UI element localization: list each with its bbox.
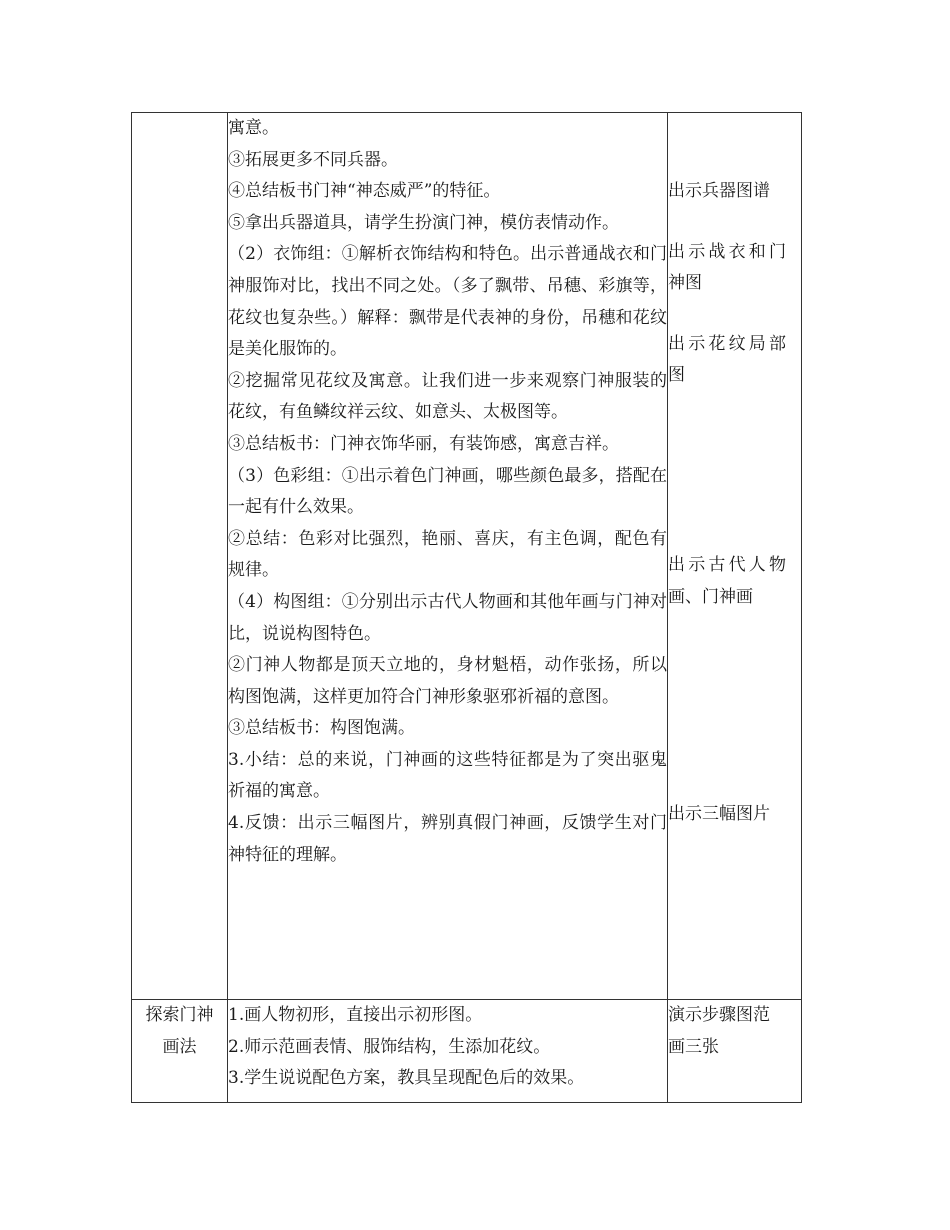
activity-paragraph: ⑤拿出兵器道具，请学生扮演门神，模仿表情动作。 (228, 212, 619, 233)
media-cell (668, 113, 802, 1000)
activity-paragraph: 2.师示范画表情、服饰结构，生添加花纹。 (228, 1036, 551, 1057)
activity-paragraph: （3）色彩组：①出示着色门神画，哪些颜色最多，搭配在一起有什么效果。 (228, 465, 667, 518)
activity-cell (228, 1000, 668, 1103)
table-row (132, 113, 802, 1000)
activity-paragraph: 寓意。 (228, 118, 279, 138)
stage-title-line: 探索门神 (145, 1005, 214, 1025)
activity-paragraph: ③总结板书：门神衣饰华丽，有装饰感，寓意吉祥。 (228, 433, 619, 454)
activity-paragraph: （2）衣饰组：①解析衣饰结构和特色。出示普通战衣和门神服饰对比，找出不同之处。（多了飘带、吊穗、彩旗等，花纹也复杂些。）解释：飘带是代表神的身份，吊穗和花纹是美化服饰的。 (228, 244, 667, 360)
activity-paragraph: 3.小结：总的来说，门神画的这些特征都是为了突出驱鬼祈福的寓意。 (228, 749, 667, 802)
table-row (132, 1000, 802, 1103)
activity-cell (228, 113, 668, 1000)
stage-cell-empty (132, 113, 228, 1000)
activity-paragraph: 4.反馈：出示三幅图片，辨别真假门神画，反馈学生对门神特征的理解。 (228, 813, 667, 865)
media-cell (668, 1000, 802, 1103)
activity-paragraph: ③总结板书：构图饱满。 (228, 718, 415, 739)
media-note: 出示兵器图谱 (668, 181, 770, 201)
stage-cell (132, 1000, 228, 1103)
activity-paragraph: ②门神人物都是顶天立地的，身材魁梧，动作张扬，所以构图饱满，这样更加符合门神形象驱邪祈福的意图。 (228, 655, 667, 707)
activity-paragraph: ③拓展更多不同兵器。 (228, 149, 398, 170)
stage-title-line: 画法 (162, 1036, 197, 1057)
media-note: 出示三幅图片 (668, 804, 770, 825)
activity-paragraph: ④总结板书门神“神态威严”的特征。 (228, 181, 501, 202)
activity-paragraph: ②挖掘常见花纹及寓意。让我们进一步来观察门神服装的花纹，有鱼鳞纹祥云纹、如意头、太极图等。 (228, 370, 667, 423)
lesson-plan-table (131, 112, 802, 1103)
media-note-line: 画三张 (668, 1036, 719, 1057)
activity-paragraph: 3.学生说说配色方案，教具呈现配色后的效果。 (228, 1068, 585, 1089)
activity-paragraph: 1.画人物初形，直接出示初形图。 (228, 1005, 483, 1025)
media-note: 出示花纹局部图 (668, 333, 786, 386)
media-note: 出示古代人物画、门神画 (668, 554, 786, 607)
media-note: 出示战衣和门神图 (668, 241, 786, 294)
media-note-line: 演示步骤图范 (668, 1005, 770, 1025)
activity-paragraph: （4）构图组：①分别出示古代人物画和其他年画与门神对比，说说构图特色。 (228, 591, 667, 644)
activity-paragraph: ②总结：色彩对比强烈，艳丽、喜庆，有主色调，配色有规律。 (228, 528, 667, 581)
